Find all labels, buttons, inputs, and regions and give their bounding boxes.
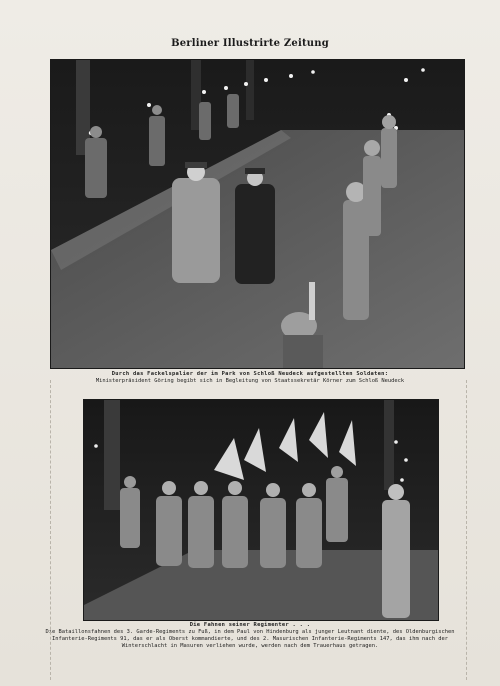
top-photo-caption xyxy=(40,371,460,385)
dashed-margin-left xyxy=(50,380,51,680)
bottom-caption-body: Die Bataillonsfahnen des 3. Garde-Regiments zu Fuß, in dem Paul von Hindenburg als junger Leutnant diente, des Oldenburgischen Infanterie-Regiments 91, das er als Oberst kommandierte, und des 2. Masurischen Infanterie-Regiments 147, das ihm nach der Winterschlacht in Masuren verliehen wurde, werden nach dem Trauerhaus getragen. xyxy=(45,629,455,649)
photo-torchlight-procession xyxy=(51,60,464,368)
masthead: Berliner Illustrirte Zeitung xyxy=(171,38,329,49)
photo-regiment-flags xyxy=(84,400,438,620)
bottom-caption-title: Die Fahnen seiner Regimenter . . . xyxy=(189,622,311,628)
dashed-margin-right xyxy=(466,380,467,680)
top-caption-subtitle: Ministerpräsident Göring begibt sich in Begleitung von Staatssekretär Körner zum Schloß Neudeck xyxy=(95,378,405,384)
photo-torchlight-image xyxy=(51,60,464,368)
photo-flags-image xyxy=(84,400,438,620)
top-caption-title: Durch das Fackelspalier der im Park von Schloß Neudeck aufgestellten Soldaten: xyxy=(111,371,389,377)
bottom-photo-caption xyxy=(40,622,460,650)
